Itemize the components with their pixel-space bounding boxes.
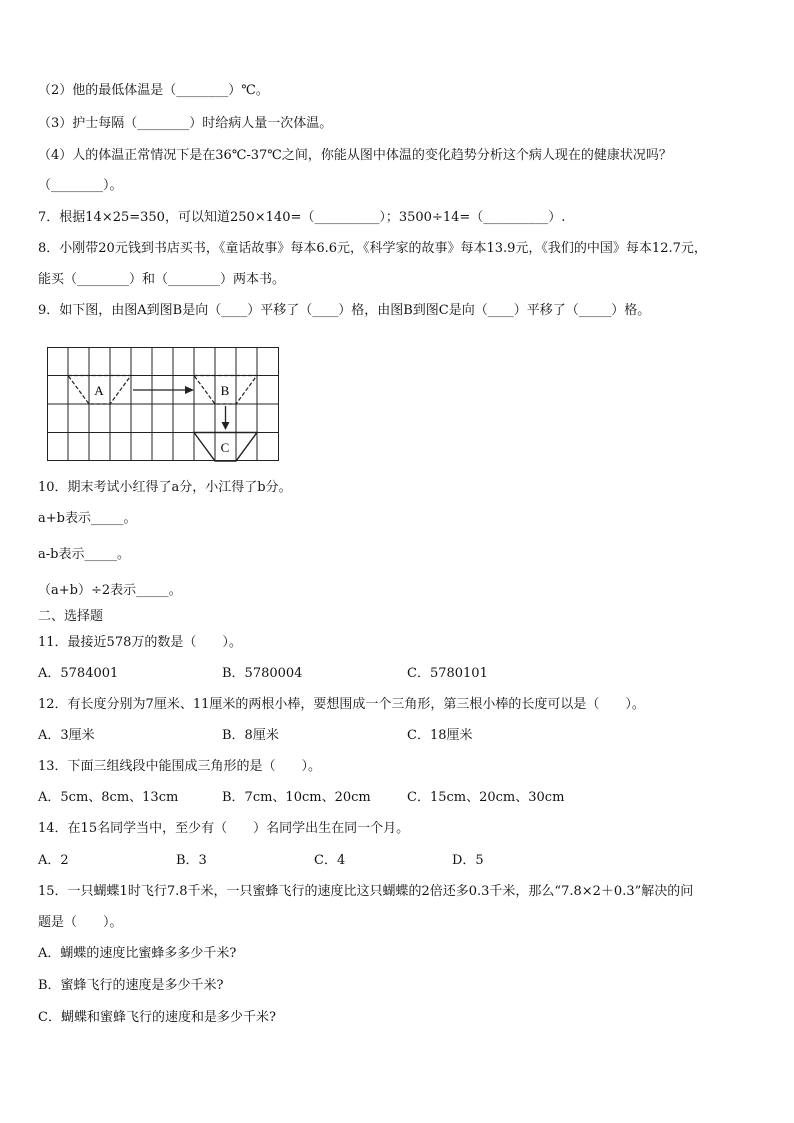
q14-option-b: B．3: [176, 853, 207, 868]
q14-line: 14．在15名同学当中，至少有（ ）名同学出生在同一个月。: [38, 821, 410, 836]
q15-line-2: 题是（ ）。: [38, 915, 123, 930]
q8-line-1: 8．小刚带20元钱到书店买书，《童话故事》每本6.6元，《科学家的故事》每本13.9元，《我们的中国》每本12.7元，: [38, 241, 707, 256]
arrow-b-to-c-head: [222, 422, 230, 430]
label-b: B: [220, 383, 230, 398]
section-choice-heading: 二、选择题: [38, 609, 104, 624]
q8-line-2: 能买（________）和（________）两本书。: [38, 272, 286, 287]
q15-option-a: A．蝴蝶的速度比蜜蜂多多少千米?: [38, 946, 237, 961]
q9-line: 9．如下图，由图A到图B是向（____）平移了（____）格，由图B到图C是向（____）平移了（_____）格。: [38, 303, 651, 318]
q10-sum-line: a+b表示_____。: [38, 511, 137, 526]
q10-avg-line: （a+b）÷2表示_____。: [38, 583, 182, 598]
q15-option-b: B．蜜蜂飞行的速度是多少千米?: [38, 978, 224, 993]
arrow-a-to-b-head: [185, 386, 194, 394]
grid-lines: [47, 347, 279, 461]
q12-line: 12．有长度分别为7厘米、11厘米的两根小棒，要想围成一个三角形，第三根小棒的长度可以是（ ）。: [38, 697, 645, 712]
q10-diff-line: a-b表示_____。: [38, 547, 130, 562]
label-c: C: [220, 440, 230, 455]
q15-line-1: 15．一只蝴蝶1时飞行7.8千米，一只蜜蜂飞行的速度比这只蝴蝶的2倍还多0.3千米，那么“7.8×2＋0.3”解决的问: [38, 884, 694, 899]
q13-line: 13．下面三组线段中能围成三角形的是（ ）。: [38, 759, 322, 774]
q12-option-c: C．18厘米: [407, 728, 473, 743]
q15-option-c: C．蝴蝶和蜜蜂飞行的速度和是多少千米?: [38, 1010, 276, 1025]
q14-option-a: A．2: [38, 853, 69, 868]
q13-option-c: C．15cm、20cm、30cm: [407, 790, 565, 805]
label-a: A: [94, 383, 104, 398]
q13-option-a: A．5cm、8cm、13cm: [38, 790, 179, 805]
q11-option-a: A．5784001: [38, 666, 119, 681]
q6-4-line: （4）人的体温正常情况下是在36℃-37℃之间，你能从图中体温的变化趋势分析这个病人现在的健康状况吗？: [38, 148, 672, 163]
q11-option-c: C．5780101: [407, 666, 488, 681]
q11-option-b: B．5780004: [222, 666, 303, 681]
q7-line: 7．根据14×25=350，可以知道250×140=（__________）；3500÷14=（__________）.: [38, 210, 566, 225]
q6-2-line: （2）他的最低体温是（________）℃。: [38, 83, 269, 98]
q13-option-b: B．7cm、10cm、20cm: [222, 790, 371, 805]
q10-line: 10．期末考试小红得了a分，小江得了b分。: [38, 480, 292, 495]
translation-grid-figure: [47, 347, 281, 467]
q6-3-line: （3）护士每隔（________）时给病人量一次体温。: [38, 116, 333, 131]
q12-option-b: B．8厘米: [222, 728, 279, 743]
q14-option-d: D．5: [452, 853, 484, 868]
q11-line: 11．最接近578万的数是（ ）。: [38, 635, 242, 650]
q6-4-answer-line: （________）。: [38, 178, 123, 193]
q12-option-a: A．3厘米: [38, 728, 95, 743]
q14-option-c: C．4: [314, 853, 346, 868]
